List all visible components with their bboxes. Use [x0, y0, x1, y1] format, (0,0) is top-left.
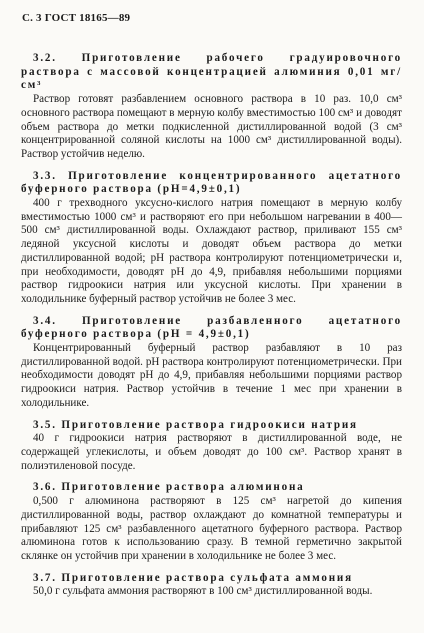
section-heading-3-7: 3.7. Приготовление раствора сульфата аммония [33, 571, 353, 584]
paragraph-3-2: Раствор готовят разбавлением основного раствора в 10 раз. 10,0 см³ основного раствора помещают в мерную колбу вместимостью 100 см³ и доводят объем раствора до метки подкисленной дистиллированной водой (3 см³ концентрированной соляной кислоты на 1000 см³ дистиллированной воды). Раствор устойчив неделю. [21, 93, 402, 160]
paragraph-3-3: 400 г трехводного уксусно-кислого натрия помещают в мерную колбу вместимостью 1000 см³ и растворяют его при небольшом нагревании в 400—500 см³ дистиллированной воды. Охлаждают раствор, приливают 155 см³ ледяной уксусной кислоты и доводят объем раствора до метки дистиллированной водой; pH раствора контролируют потенциометрически и, при необходимости, доводят pH до 4,9, прибавляя небольшими порциями раствор гидроокиси натрия или уксусной кислоты. При хранении в холодильнике буферный раствор устойчив не более 3 мес. [21, 197, 402, 305]
paragraph-3-5: 40 г гидроокиси натрия растворяют в дистиллированной воде, не содержащей углекислоты, и объем доводят до 100 см³. Раствор хранят в полиэтиленовой посуде. [21, 432, 402, 472]
section-heading-3-4: 3.4. Приготовление разбавленного ацетатного буферного раствора (pH = 4,9±0,1) [21, 314, 402, 341]
page-header: С. 3 ГОСТ 18165—89 [22, 12, 131, 24]
section-heading-3-3: 3.3. Приготовление концентрированного ацетатного буферного раствора (pH=4,9±0,1) [21, 169, 402, 196]
paragraph-3-4: Концентрированный буферный раствор разбавляют в 10 раз дистиллированной водой. pH раствора контролируют потенциометрически. При необходимости доводят pH до 4,9, прибавляя небольшими порциями раствор гидроокиси натрия. Раствор устойчив в течение 1 мес при хранении в холодильнике. [21, 342, 402, 409]
document-body [21, 52, 402, 607]
paragraph-3-6: 0,500 г алюминона растворяют в 125 см³ нагретой до кипения дистиллированной воды, раствор охлаждают до комнатной температуры и прибавляют 125 см³ разбавленного ацетатного буферного раствора. Раствор алюминона готов к использованию сразу. В темной герметично закрытой склянке он устойчив при хранении в холодильнике не более 3 мес. [21, 495, 402, 562]
section-heading-3-5: 3.5. Приготовление раствора гидроокиси натрия [33, 418, 358, 431]
section-heading-3-6: 3.6. Приготовление раствора алюминона [33, 481, 305, 494]
paragraph-3-7: 50,0 г сульфата аммония растворяют в 100 см³ дистиллированной воды. [33, 585, 373, 598]
section-heading-3-2: 3.2. Приготовление рабочего градуировочного раствора с массовой концентрацией алюминия 0,01 мг/см³ [21, 52, 402, 92]
